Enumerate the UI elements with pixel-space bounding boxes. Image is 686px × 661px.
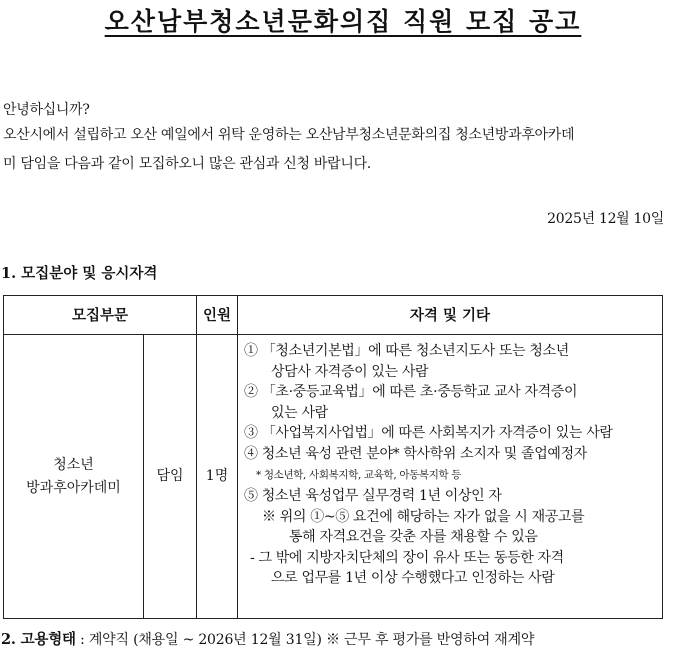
qual-line: - 그 밖에 지방자치단체의 장이 유사 또는 동등한 자격 xyxy=(250,549,564,566)
qual-line: ① 「청소년기본법」에 따른 청소년지도사 또는 청소년 xyxy=(244,343,569,359)
section-2 xyxy=(1,628,534,649)
intro-line-2: 미 담임을 다음과 같이 모집하오니 많은 관심과 신청 바랍니다. xyxy=(3,156,371,172)
qual-line: ④ 청소년 육성 관련 분야* 학사학위 소지자 및 졸업예정자 xyxy=(244,445,587,462)
header-division: 모집부문 xyxy=(4,296,197,335)
department-line-1: 청소년 xyxy=(53,456,94,473)
intro-line-1: 오산시에서 설립하고 오산 예일에서 위탁 운영하는 오산남부청소년문화의집 청소년방과후아카데 xyxy=(3,127,575,143)
qual-line: 상담사 자격증이 있는 사람 xyxy=(271,363,429,380)
qual-line: ⑤ 청소년 육성업무 실무경력 1년 이상인 자 xyxy=(244,488,502,504)
department-line-2: 방과후아카데미 xyxy=(26,479,121,496)
section-1-heading: 1. 모집분야 및 응시자격 xyxy=(1,265,158,282)
qual-line: ② 「초·중등교육법」에 따른 초·중등학교 교사 자격증이 xyxy=(244,384,578,400)
role-cell: 담임 xyxy=(144,335,197,619)
header-qualifications: 자격 및 기타 xyxy=(238,296,663,335)
count-cell: 1명 xyxy=(197,335,238,619)
department-cell xyxy=(4,335,144,619)
page-title: 오산남부청소년문화의집 직원 모집 공고 xyxy=(104,7,582,36)
qualifications-cell xyxy=(238,335,663,619)
qual-footnote: * 청소년학, 사회복지학, 교육학, 아동복지학 등 xyxy=(256,469,462,481)
section-2-heading: 2. 고용형태 xyxy=(1,631,76,648)
table-row xyxy=(4,335,663,619)
qual-line: 으로 업무를 1년 이상 수행했다고 인정하는 사람 xyxy=(271,570,555,586)
header-count: 인원 xyxy=(197,296,238,335)
greeting-text: 안녕하십니까? xyxy=(3,102,90,118)
table-header-row xyxy=(4,296,663,335)
announcement-date: 2025년 12월 10일 xyxy=(547,211,664,227)
qual-note: 통해 자격요건을 갖춘 자를 채용할 수 있음 xyxy=(289,529,538,545)
employment-type-text: : 계약직 (채용일 ~ 2026년 12월 31일) ※ 근무 후 평가를 반영하여 재계약 xyxy=(80,632,535,648)
recruitment-table xyxy=(3,295,663,619)
qual-note: ※ 위의 ①~⑤ 요건에 해당하는 자가 없을 시 재공고를 xyxy=(262,508,585,525)
qual-line: ③ 「사업복지사업법」에 따른 사회복지가 자격증이 있는 사람 xyxy=(244,425,613,441)
qual-line: 있는 사람 xyxy=(271,404,328,421)
